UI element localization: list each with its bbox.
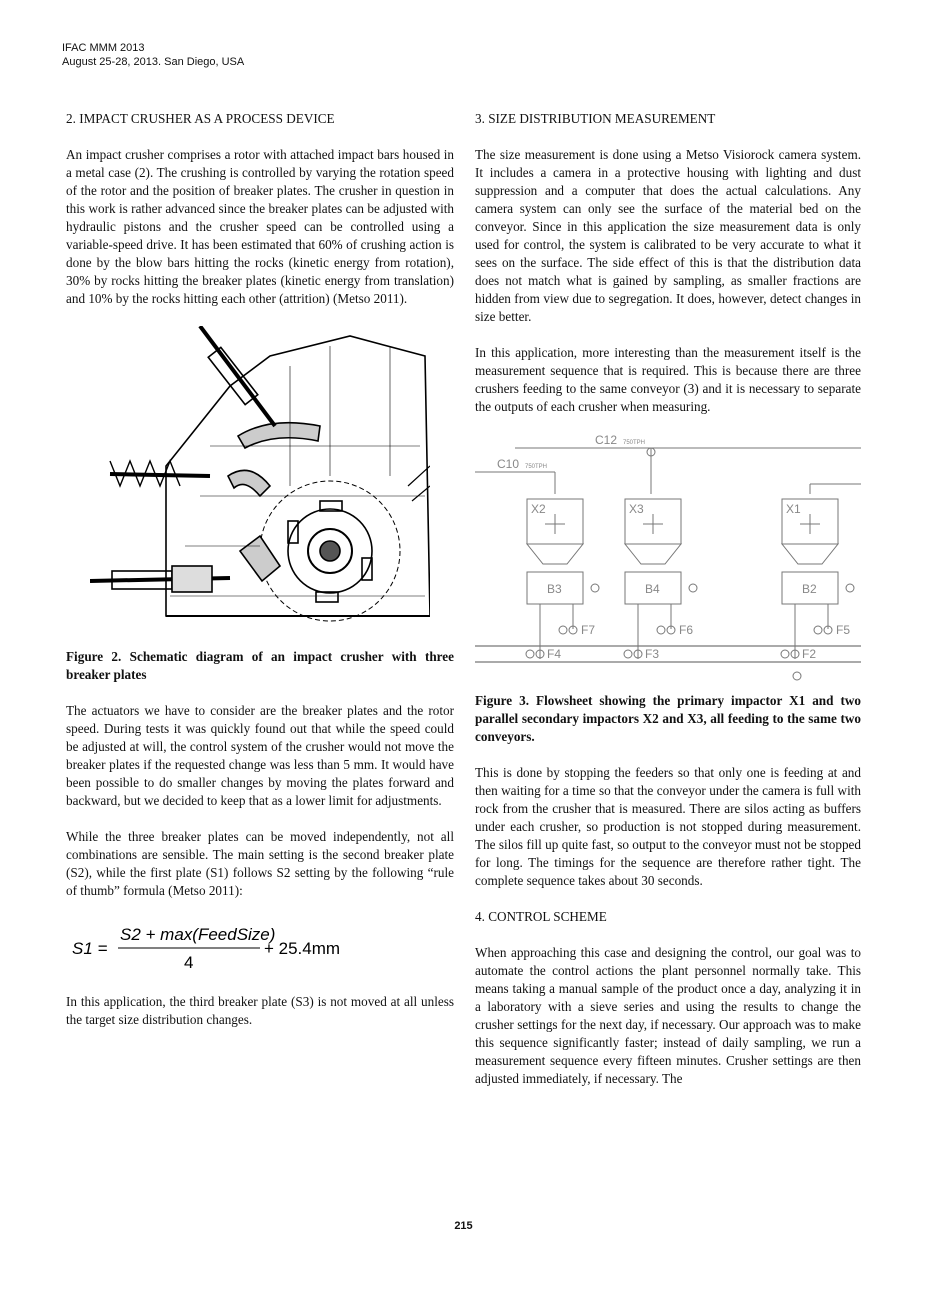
paragraph: When approaching this case and designing the control, our goal was to automate the control actions the plant personnel normally take. This means taking a manual sample of the product once a day, analyzing it in a laboratory with a sieve series and using the results to change the crusher settings for the next day, if necessary. Our approach was to make this sequence significantly faster; instead of daily sampling, we run a measurement sequence every fifteen minutes. Crusher settings are then adjusted immediately, if necessary. The (475, 945, 861, 1086)
section-4-title: 4. CONTROL SCHEME (475, 909, 607, 924)
section-3-title: 3. SIZE DISTRIBUTION MEASUREMENT (475, 111, 716, 126)
paragraph: In this application, the third breaker plate (S3) is not moved at all unless the target size distribution changes. (66, 994, 454, 1027)
formula-rhs: + 25.4mm (264, 939, 341, 958)
paragraph: While the three breaker plates can be moved independently, not all combinations are sensible. The main setting is the second breaker plate (S2), while the first plate (S1) follows S2 setting by the following “rule of thumb” formula (Metso 2011): (66, 829, 454, 898)
bin-b3-label: B3 (547, 582, 562, 596)
page-number: 215 (454, 1220, 473, 1232)
s1-formula (66, 918, 454, 976)
bin-b4-label: B4 (645, 582, 660, 596)
formula-denominator: 4 (184, 953, 194, 972)
feeder-f2-label: F2 (802, 647, 817, 661)
section-2-title: 2. IMPACT CRUSHER AS A PROCESS DEVICE (66, 111, 335, 126)
feeder-f5-label: F5 (836, 623, 851, 637)
paragraph: The size measurement is done using a Metso Visiorock camera system. It includes a camera in a protective housing with lighting and dust suppression and a computer that does the actual calculations. Any camera system can only see the surface of the material bed on the conveyor. Since in this application the size measurement data is only used for control, the system is calibrated to be very accurate to what it sees on the surface. The side effect of this is that the distribution data does not match what is gained by sampling, as smaller fractions are hidden from view due to segregation. It does, however, detect changes in size better. (475, 147, 861, 324)
bin-b2-label: B2 (802, 582, 817, 596)
running-header (62, 41, 244, 69)
left-column (66, 110, 454, 1047)
formula-lhs: S1 = (72, 939, 108, 958)
crusher-x1-label: X1 (786, 502, 801, 516)
stream-c10-rate: 750TPH (525, 464, 548, 470)
paragraph: An impact crusher comprises a rotor with attached impact bars housed in a metal case (2). The crushing is controlled by varying the rotation speed of the rotor and the position of breaker plates. The crusher in question in this work is rather advanced since the breaker plates can be adjusted with hydraulic pistons and the crusher speed can be controlled using a variable-speed drive. It has been estimated that 60% of crushing action is done by the blow bars hitting the rocks (kinetic energy from rotation), 30% by rocks hitting the breaker plates (kinetic energy from translation) and 10% by the rocks hitting each other (attrition) (Metso 2011). (66, 147, 454, 306)
figure-2-caption: Figure 2. Schematic diagram of an impact crusher with three breaker plates (66, 649, 454, 682)
stream-c12-rate: 750TPH (623, 440, 646, 446)
paragraph: This is done by stopping the feeders so that only one is feeding at and then waiting for a time so that the conveyor under the camera is full with rock from the crusher that is measured. There are silos acting as buffers under each crusher, so production is not stopped during measurement. The silos fill up quite fast, so output to the conveyor must not be stopped for long. The timings for the sequence are therefore rather tight. The complete sequence takes about 30 seconds. (475, 765, 861, 888)
feeder-f7-label: F7 (581, 623, 596, 637)
right-column (475, 110, 861, 1106)
stream-c10-label: C10 (497, 457, 520, 471)
figure-3-caption: Figure 3. Flowsheet showing the primary impactor X1 and two parallel secondary impactors X2 and X3, all feeding to the same two conveyors. (475, 693, 861, 744)
paragraph: The actuators we have to consider are the breaker plates and the rotor speed. During tests it was quickly found out that while the speed could be adjusted at will, the control system of the crusher would not move the breaker plates if the requested change was less than 5 mm. It would have been possible to do smaller changes by moving the plates forward and backward, but we decided to keep that as a lower limit for adjustments. (66, 703, 454, 808)
feeder-f3-label: F3 (645, 647, 660, 661)
paragraph: In this application, more interesting than the measurement itself is the measurement sequence that is required. This is because there are three crushers feeding to the same conveyor (3) and it is necessary to separate the outputs of each crusher when measuring. (475, 345, 861, 414)
crusher-x2-label: X2 (531, 502, 546, 516)
impact-crusher-diagram (90, 326, 430, 634)
stream-c12-label: C12 (595, 434, 618, 447)
flowsheet-diagram (475, 434, 861, 684)
feeder-f4-label: F4 (547, 647, 562, 661)
feeder-f6-label: F6 (679, 623, 694, 637)
crusher-x3-label: X3 (629, 502, 644, 516)
conference-date-location: August 25-28, 2013. San Diego, USA (62, 56, 245, 68)
formula-numerator: S2 + max(FeedSize) (120, 925, 276, 944)
conference-name: IFAC MMM 2013 (62, 42, 145, 54)
